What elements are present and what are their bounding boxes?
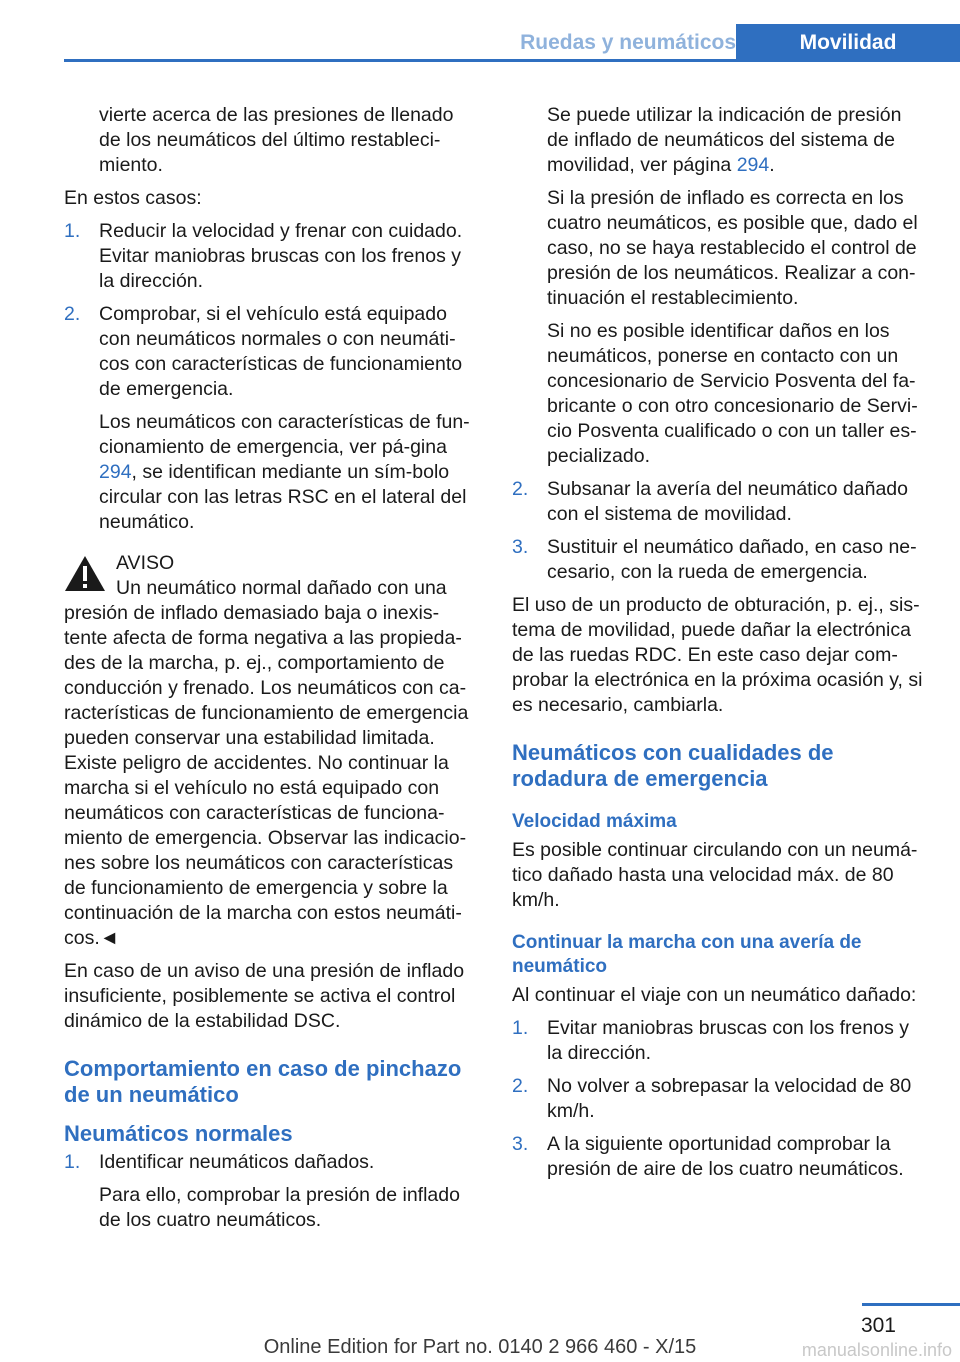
list-text: Identificar neumáticos dañados. xyxy=(99,1151,375,1173)
list-item xyxy=(64,302,480,402)
warning-first-line: Un neumático normal dañado con una xyxy=(116,577,447,599)
mobility-text-b: . xyxy=(769,154,775,176)
subsection-heading: Velocidad máxima xyxy=(512,811,677,832)
list-number: 2. xyxy=(512,478,529,500)
list-item xyxy=(512,1132,928,1182)
warning-block xyxy=(64,551,480,601)
mobility-indication xyxy=(547,103,928,178)
rsc-note-text-b: , se identifican mediante un sím‐bolo circular con las letras RSC en el lateral del neumático. xyxy=(99,461,467,533)
list-text: No volver a sobrepasar la velocidad de 80 km/h. xyxy=(547,1075,912,1122)
list-number: 1. xyxy=(512,1017,529,1039)
list-text: Comprobar, si el vehículo está equipado con neumáticos normales o con neumáti‐cos con características de funcionamiento de emergencia. xyxy=(99,303,463,400)
cases-intro: En estos casos: xyxy=(64,187,202,209)
mobility-text-a: Se puede utilizar la indicación de presión de inflado de neumáticos del sistema de movilidad, ver página xyxy=(547,104,902,176)
service-contact-note: Si no es posible identificar daños en los neumáticos, ponerse en contacto con un concesionario de Servicio Posventa del fa‐bricante o con otro concesionario de Servi‐cio Posventa cualificado o con un taller es‐pecializado. xyxy=(547,320,918,467)
list-item xyxy=(64,1150,480,1175)
list-item xyxy=(512,1074,928,1124)
list-item xyxy=(512,535,928,585)
page-ref-link[interactable]: 294 xyxy=(736,154,770,176)
list-number: 3. xyxy=(512,536,529,558)
list-number: 2. xyxy=(512,1075,529,1097)
section-heading: Neumáticos con cualidades de rodadura de emergencia xyxy=(512,740,834,791)
list-number: 2. xyxy=(64,303,81,325)
list-text: Sustituir el neumático dañado, en caso ne‐cesario, con la rueda de emergencia. xyxy=(547,536,917,583)
rdc-paragraph: El uso de un producto de obturación, p. ej., sis‐tema de movilidad, puede dañar la electrónica de las ruedas RDC. En este caso dejar com‐probar la electrónica en la próxima ocasión y, si es necesario, cambiarla. xyxy=(512,594,923,716)
continue-intro: Al continuar el viaje con un neumático dañado: xyxy=(512,984,917,1006)
watermark: manualsonline.info xyxy=(801,1340,952,1360)
right-column xyxy=(512,103,928,1190)
list-text: Reducir la velocidad y frenar con cuidado. Evitar maniobras bruscas con los frenos y la dirección. xyxy=(99,220,463,292)
warning-triangle-icon xyxy=(64,555,106,593)
list-subtext: Para ello, comprobar la presión de inflado de los cuatro neumáticos. xyxy=(99,1184,460,1231)
list-number: 3. xyxy=(512,1133,529,1155)
list-item xyxy=(512,477,928,527)
edition-line: Online Edition for Part no. 0140 2 966 460 - X/15 xyxy=(263,1336,697,1358)
header-chapter-tab: Movilidad xyxy=(736,24,960,62)
pressure-correct-note: Si la presión de inflado es correcta en los cuatro neumáticos, es posible que, dado el caso, no se haya restablecido el control de presión de los neumáticos. Realizar a con‐tinuación el restablecimiento. xyxy=(547,187,918,309)
rsc-note xyxy=(99,410,480,535)
footer-rule xyxy=(862,1303,960,1306)
header-rule xyxy=(64,59,960,62)
header-section-title: Ruedas y neumáticos xyxy=(520,31,736,54)
dsc-paragraph: En caso de un aviso de una presión de inflado insuficiente, posiblemente se activa el control dinámico de la estabilidad DSC. xyxy=(64,960,465,1032)
page-header xyxy=(64,24,960,62)
list-item xyxy=(64,219,480,294)
page-number: 301 xyxy=(860,1314,896,1337)
list-number: 1. xyxy=(64,1151,81,1173)
list-text: A la siguiente oportunidad comprobar la presión de aire de los cuatro neumáticos. xyxy=(547,1133,904,1180)
subsection-heading: Neumáticos normales xyxy=(64,1121,293,1146)
continued-paragraph: vierte acerca de las presiones de llenado de los neumáticos del último restableci‐miento. xyxy=(99,104,454,176)
warning-body: presión de inflado demasiado baja o inexis‐tente afecta de forma negativa a las propieda‐des de la marcha, p. ej., comportamiento de conducción y frenado. Los neumáticos con ca‐racterísticas de funcionamiento de emergencia pueden conservar una estabilidad limitada. Existe peligro de accidentes. No continuar la marcha si el vehículo no está equipado con neumáticos con características de funciona‐miento de emergencia. Observar las indicacio‐nes sobre los neumáticos con características de funcionamiento de emergencia y sobre la continuación de la marcha con estos neumáti‐cos.◄ xyxy=(64,602,469,949)
page-ref-link[interactable]: 294 xyxy=(99,461,132,483)
max-speed-paragraph: Es posible continuar circulando con un neumá‐tico dañado hasta una velocidad máx. de 80 km/h. xyxy=(512,839,918,911)
list-text: Evitar maniobras bruscas con los frenos y la dirección. xyxy=(547,1017,909,1064)
rsc-note-text-a: Los neumáticos con características de fun‐cionamiento de emergencia, ver pá‐gina xyxy=(99,411,470,458)
subsection-heading: Continuar la marcha con una avería de neumático xyxy=(512,932,862,977)
left-column xyxy=(64,103,480,1241)
section-heading: Comportamiento en caso de pinchazo de un neumático xyxy=(64,1056,462,1107)
list-item xyxy=(512,1016,928,1066)
list-text: Subsanar la avería del neumático dañado con el sistema de movilidad. xyxy=(547,478,908,525)
list-number: 1. xyxy=(64,220,81,242)
warning-title: AVISO xyxy=(116,552,175,574)
